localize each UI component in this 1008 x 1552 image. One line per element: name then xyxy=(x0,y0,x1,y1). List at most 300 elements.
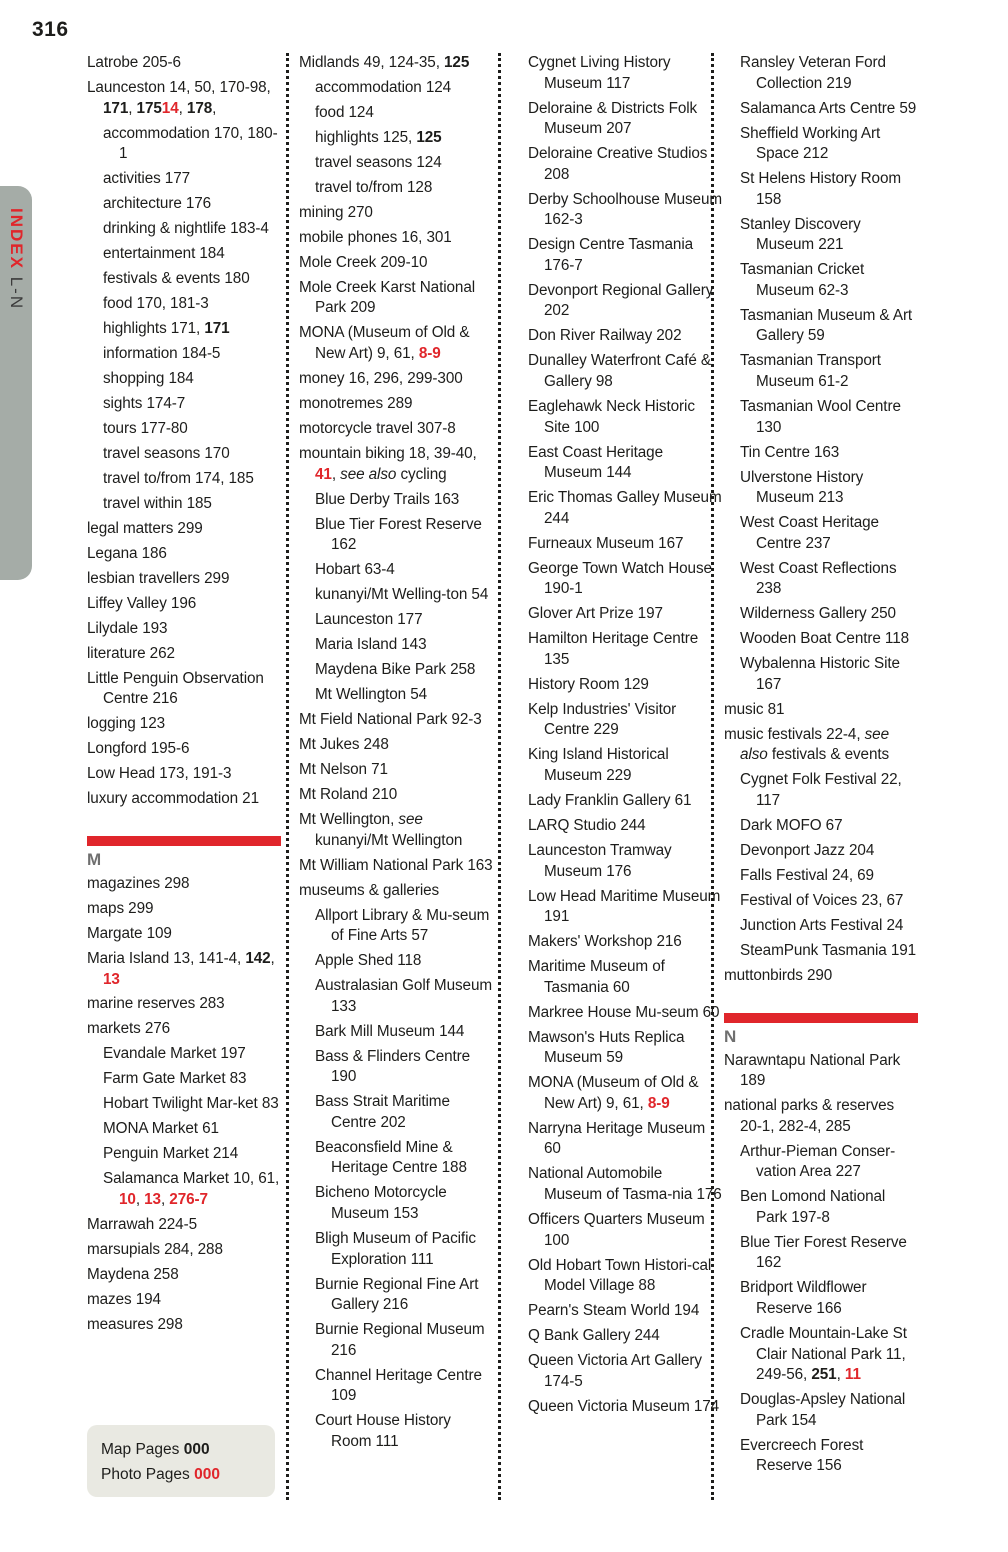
entry-text: Maria Island 13, 141-4, xyxy=(87,949,246,967)
index-subentry xyxy=(724,1142,918,1183)
entry-text: highlights 171, xyxy=(103,320,205,338)
index-entry xyxy=(724,966,918,987)
index-entry xyxy=(528,53,722,94)
index-subentry xyxy=(299,515,493,556)
index-subentry xyxy=(299,660,493,681)
entry-text: , xyxy=(178,99,187,117)
index-entry xyxy=(299,323,493,364)
entry-text: Ransley Veteran Ford Collection 219 xyxy=(740,54,886,92)
index-entry xyxy=(299,419,493,440)
entry-text: Wybalenna Historic Site 167 xyxy=(740,655,900,693)
index-subentry xyxy=(299,153,493,174)
index-entry xyxy=(87,1315,281,1336)
entry-text: Maria Island 143 xyxy=(315,636,427,654)
index-subentry xyxy=(87,319,281,340)
entry-text: Mt Field National Park 92-3 xyxy=(299,711,482,729)
entry-text: Q Bank Gallery 244 xyxy=(528,1327,660,1345)
see-also-text: see also xyxy=(740,725,889,764)
entry-text: Wooden Boat Centre 118 xyxy=(740,630,910,648)
entry-text: Mole Creek 209-10 xyxy=(299,253,428,271)
entry-text: Officers Quarters Museum 100 xyxy=(528,1211,705,1249)
index-entry xyxy=(299,394,493,415)
entry-text: Eaglehawk Neck Historic Site 100 xyxy=(528,398,695,436)
index-subentry xyxy=(299,178,493,199)
map-page-ref: 171 xyxy=(103,99,129,117)
entry-text: Burnie Regional Fine Art Gallery 216 xyxy=(315,1275,479,1314)
index-entry xyxy=(299,710,493,731)
photo-page-ref: 13 xyxy=(144,1190,161,1208)
index-subentry xyxy=(724,1324,918,1386)
index-entry xyxy=(87,739,281,760)
entry-text: National Automobile Museum of Tasma-nia 176 xyxy=(528,1165,722,1204)
entry-text: , xyxy=(836,1366,845,1384)
entry-text: Derby Schoolhouse Museum 162-3 xyxy=(528,190,723,229)
index-entry xyxy=(724,1096,918,1137)
entry-text: Narryna Heritage Museum 60 xyxy=(528,1119,706,1158)
entry-text: Tasmanian Wool Centre 130 xyxy=(740,398,901,436)
index-subentry xyxy=(724,260,918,301)
index-entry xyxy=(87,1215,281,1236)
index-entry xyxy=(528,791,722,812)
entry-text: MONA Market 61 xyxy=(103,1120,219,1138)
entry-text: Mt Nelson 71 xyxy=(299,760,388,778)
index-entry xyxy=(87,569,281,590)
map-page-ref: 175 xyxy=(136,99,162,117)
entry-text: West Coast Reflections 238 xyxy=(740,559,897,598)
map-page-ref: 251 xyxy=(811,1366,837,1384)
entry-text: Bligh Museum of Pacific Exploration 111 xyxy=(315,1229,476,1268)
index-subentry xyxy=(87,269,281,290)
map-page-ref: 125 xyxy=(444,54,470,71)
map-page-ref: 142 xyxy=(245,949,271,967)
entry-text: measures 298 xyxy=(87,1315,183,1333)
entry-text: activities 177 xyxy=(103,170,191,188)
entry-text: Junction Arts Festival 24 xyxy=(740,916,904,934)
entry-text: entertainment 184 xyxy=(103,245,225,263)
index-subentry xyxy=(724,629,918,650)
entry-text: Mt Roland 210 xyxy=(299,785,398,803)
entry-text: Mt Wellington, xyxy=(299,810,399,828)
index-entry xyxy=(528,841,722,882)
entry-text: Sheffield Working Art Space 212 xyxy=(740,124,881,163)
index-subentry xyxy=(299,1022,493,1043)
entry-text: Mole Creek Karst National Park 209 xyxy=(299,278,476,317)
index-subentry xyxy=(724,654,918,695)
index-entry xyxy=(528,235,722,276)
entry-text: mountain biking 18, 39-40, xyxy=(299,444,477,462)
entry-text: Blue Tier Forest Reserve 162 xyxy=(315,515,482,554)
index-entry xyxy=(528,932,722,953)
entry-text: Old Hobart Town Histori-cal Model Village 88 xyxy=(528,1256,712,1295)
photo-pages-value: 000 xyxy=(194,1466,220,1483)
index-subentry xyxy=(724,1233,918,1274)
entry-text: East Coast Heritage Museum 144 xyxy=(528,443,663,482)
index-entry xyxy=(87,594,281,615)
index-subentry xyxy=(87,124,281,165)
index-subentry xyxy=(724,124,918,165)
entry-text: Wilderness Gallery 250 xyxy=(740,605,896,623)
entry-text: Cygnet Living History Museum 117 xyxy=(528,54,671,92)
entry-text: Low Head 173, 191-3 xyxy=(87,765,232,783)
index-entry xyxy=(87,994,281,1015)
entry-text: Devonport Regional Gallery 202 xyxy=(528,281,714,320)
entry-text: travel seasons 170 xyxy=(103,444,230,462)
entry-text: Bridport Wildflower Reserve 166 xyxy=(740,1279,867,1317)
side-tab-title: INDEX xyxy=(7,208,26,270)
entry-text: Longford 195-6 xyxy=(87,740,190,758)
entry-text: maps 299 xyxy=(87,899,154,917)
entry-text: Burnie Regional Museum 216 xyxy=(315,1321,485,1359)
entry-text: Hobart 63-4 xyxy=(315,561,395,579)
entry-text: Stanley Discovery Museum 221 xyxy=(740,215,861,254)
entry-text: MONA (Museum of Old & New Art) 9, 61, xyxy=(299,324,470,363)
index-entry xyxy=(528,1164,722,1205)
entry-text: Little Penguin Observation Centre 216 xyxy=(87,669,264,708)
index-subentry xyxy=(724,866,918,887)
photo-page-ref: 14 xyxy=(161,99,179,117)
entry-text: , xyxy=(135,1190,145,1208)
index-entry xyxy=(724,725,918,766)
index-subentry xyxy=(299,560,493,581)
index-entry xyxy=(299,735,493,756)
index-entry xyxy=(299,810,493,851)
index-subentry xyxy=(87,1069,281,1090)
entry-text: magazines 298 xyxy=(87,874,190,892)
index-subentry xyxy=(724,816,918,837)
index-subentry xyxy=(299,1275,493,1316)
index-subentry xyxy=(299,1366,493,1407)
index-subentry xyxy=(724,1436,918,1477)
entry-text: , xyxy=(270,949,275,967)
photo-pages-label: Photo Pages xyxy=(101,1466,190,1483)
entry-text: shopping 184 xyxy=(103,370,194,388)
index-subentry xyxy=(299,1047,493,1088)
entry-text: Tasmanian Transport Museum 61-2 xyxy=(740,352,881,391)
index-entry xyxy=(528,351,722,392)
index-subentry xyxy=(87,294,281,315)
map-page-ref: 171 xyxy=(204,320,230,338)
entry-text: lesbian travellers 299 xyxy=(87,569,230,587)
photo-page-ref: 13 xyxy=(103,970,120,988)
index-subentry xyxy=(299,685,493,706)
entry-text: Hobart Twilight Mar-ket 83 xyxy=(103,1095,279,1113)
index-subentry xyxy=(724,215,918,256)
entry-text: Legana 186 xyxy=(87,544,167,562)
entry-text: Queen Victoria Museum 174 xyxy=(528,1397,720,1415)
entry-text: literature 262 xyxy=(87,644,175,662)
entry-text: Mawson's Huts Replica Museum 59 xyxy=(528,1028,685,1067)
index-entry xyxy=(724,1051,918,1092)
photo-pages-legend xyxy=(101,1462,275,1487)
index-entry xyxy=(724,700,918,721)
entry-text: Low Head Maritime Museum 191 xyxy=(528,887,721,926)
entry-text: Tasmanian Museum & Art Gallery 59 xyxy=(740,306,913,345)
entry-text: Margate 109 xyxy=(87,924,172,942)
index-entry xyxy=(528,1301,722,1322)
entry-text: Cygnet Folk Festival 22, 117 xyxy=(740,771,902,810)
entry-text: Queen Victoria Art Gallery 174-5 xyxy=(528,1352,702,1390)
index-entry xyxy=(528,99,722,140)
entry-text: MONA (Museum of Old & New Art) 9, 61, xyxy=(528,1074,699,1112)
entry-text: Mt Jukes 248 xyxy=(299,736,389,753)
entry-text: mobile phones 16, 301 xyxy=(299,228,452,246)
index-entry xyxy=(528,281,722,322)
index-subentry xyxy=(299,585,493,606)
map-page-ref: 178 xyxy=(186,99,213,117)
index-entry xyxy=(87,78,281,119)
entry-text: Kelp Industries' Visitor Centre 229 xyxy=(528,700,677,739)
index-entry xyxy=(87,1290,281,1311)
entry-text: Cradle Mountain-Lake St Clair National Park 11, 249-56, xyxy=(740,1324,907,1384)
index-entry xyxy=(528,1119,722,1160)
entry-text: Furneaux Museum 167 xyxy=(528,534,684,552)
index-subentry xyxy=(299,1092,493,1133)
index-entry xyxy=(528,887,722,928)
entry-text: Lady Franklin Gallery 61 xyxy=(528,792,692,810)
index-subentry xyxy=(299,128,493,149)
index-subentry xyxy=(724,559,918,600)
entry-text: food 124 xyxy=(315,103,374,121)
entry-text: Launceston 177 xyxy=(315,611,423,629)
index-subentry xyxy=(724,53,918,94)
index-entry xyxy=(528,700,722,741)
index-subentry xyxy=(724,1390,918,1431)
entry-text: King Island Historical Museum 229 xyxy=(528,746,669,785)
entry-text: Devonport Jazz 204 xyxy=(740,842,875,859)
index-entry xyxy=(87,1240,281,1261)
index-subentry xyxy=(299,78,493,99)
entry-text: food 170, 181-3 xyxy=(103,295,209,313)
entry-text: Salamanca Market 10, 61, xyxy=(103,1170,280,1188)
entry-text: information 184-5 xyxy=(103,345,221,363)
index-subentry xyxy=(724,841,918,862)
entry-text: travel seasons 124 xyxy=(315,153,442,171)
index-subentry xyxy=(299,635,493,656)
entry-text: Evandale Market 197 xyxy=(103,1045,246,1063)
entry-text: tours 177-80 xyxy=(103,419,188,437)
index-subentry xyxy=(724,351,918,392)
entry-text: Launceston 14, 50, 170-98, xyxy=(87,78,271,96)
index-entry xyxy=(87,544,281,565)
entry-text: kunanyi/Mt Wellington xyxy=(315,831,463,849)
index-subentry xyxy=(724,891,918,912)
entry-text: LARQ Studio 244 xyxy=(528,817,646,835)
index-entry xyxy=(299,856,493,877)
section-divider-bar xyxy=(724,1013,918,1023)
entry-text: travel to/from 128 xyxy=(315,178,433,196)
entry-text: marsupials 284, 288 xyxy=(87,1240,223,1258)
entry-text: Douglas-Apsley National Park 154 xyxy=(740,1391,906,1429)
section-letter: M xyxy=(87,849,102,869)
entry-text: Salamanca Arts Centre 59 xyxy=(740,99,917,117)
entry-text: marine reserves 283 xyxy=(87,995,225,1013)
index-entry xyxy=(528,816,722,837)
index-entry xyxy=(299,369,493,390)
entry-text: sights 174-7 xyxy=(103,395,186,412)
index-entry xyxy=(528,675,722,696)
entry-text: Maydena 258 xyxy=(87,1265,179,1283)
entry-text: Australasian Golf Museum 133 xyxy=(315,977,492,1015)
index-entry xyxy=(87,53,281,74)
entry-text: Launceston Tramway Museum 176 xyxy=(528,842,672,880)
entry-text: Bicheno Motorcycle Museum 153 xyxy=(315,1184,447,1222)
index-subentry xyxy=(87,1144,281,1165)
index-subentry xyxy=(87,244,281,265)
entry-text: motorcycle travel 307-8 xyxy=(299,419,456,437)
entry-text: Bark Mill Museum 144 xyxy=(315,1022,465,1040)
entry-text: markets 276 xyxy=(87,1020,171,1038)
index-entry xyxy=(528,397,722,438)
entry-text: music 81 xyxy=(724,700,785,718)
entry-text: Pearn's Steam World 194 xyxy=(528,1302,700,1320)
entry-text: architecture 176 xyxy=(103,195,212,213)
index-subentry xyxy=(87,1169,281,1210)
entry-text: Marrawah 224-5 xyxy=(87,1215,197,1233)
index-entry xyxy=(528,1210,722,1251)
page-legend-box xyxy=(87,1425,275,1497)
index-entry xyxy=(87,789,281,810)
entry-text: accommodation 170, 180-1 xyxy=(103,124,278,163)
entry-text: Falls Festival 24, 69 xyxy=(740,866,874,884)
index-entry xyxy=(299,278,493,319)
entry-text: George Town Watch House 190-1 xyxy=(528,559,712,598)
photo-page-ref: 10 xyxy=(119,1190,136,1208)
column-divider xyxy=(711,53,714,1500)
entry-text: Arthur-Pieman Conser-vation Area 227 xyxy=(740,1142,896,1181)
entry-text: , xyxy=(331,465,341,483)
index-entry xyxy=(528,957,722,998)
index-subentry xyxy=(87,169,281,190)
index-subentry xyxy=(724,604,918,625)
entry-text: Glover Art Prize 197 xyxy=(528,605,663,623)
index-entry xyxy=(87,1019,281,1040)
index-entry xyxy=(87,1265,281,1286)
index-entry xyxy=(87,619,281,640)
index-entry xyxy=(87,924,281,945)
entry-text: SteamPunk Tasmania 191 xyxy=(740,941,917,959)
photo-page-ref: 8-9 xyxy=(418,345,441,363)
index-entry xyxy=(87,899,281,920)
entry-text: monotremes 289 xyxy=(299,395,413,412)
entry-text: Dunalley Waterfront Café & Gallery 98 xyxy=(528,352,712,391)
map-pages-label: Map Pages xyxy=(101,1441,180,1458)
entry-text: Maydena Bike Park 258 xyxy=(315,661,476,679)
section-divider-bar xyxy=(87,836,281,846)
photo-page-ref: 8-9 xyxy=(647,1094,670,1112)
see-also-text: see xyxy=(398,810,423,828)
map-pages-value: 000 xyxy=(183,1441,210,1458)
index-subentry xyxy=(724,1187,918,1228)
index-entry xyxy=(528,559,722,600)
entry-text: luxury accommodation 21 xyxy=(87,790,260,808)
entry-text: Evercreech Forest Reserve 156 xyxy=(740,1436,864,1475)
index-subentry xyxy=(299,103,493,124)
entry-text: accommodation 124 xyxy=(315,78,452,96)
entry-text: History Room 129 xyxy=(528,675,649,693)
entry-text: Festival of Voices 23, 67 xyxy=(740,891,904,909)
entry-text: legal matters 299 xyxy=(87,519,203,537)
entry-text: mining 270 xyxy=(299,203,373,221)
index-subentry xyxy=(724,443,918,464)
entry-text: St Helens History Room 158 xyxy=(740,170,902,208)
entry-text: Don River Railway 202 xyxy=(528,327,682,345)
entry-text: Mt Wellington 54 xyxy=(315,686,428,704)
index-subentry xyxy=(724,306,918,347)
entry-text: Blue Derby Trails 163 xyxy=(315,490,460,508)
index-entry xyxy=(299,444,493,485)
index-entry xyxy=(87,519,281,540)
entry-text: Eric Thomas Galley Museum 244 xyxy=(528,489,722,527)
index-entry xyxy=(528,629,722,670)
entry-text: , xyxy=(128,99,137,117)
entry-text: travel within 185 xyxy=(103,494,212,512)
side-tab-label xyxy=(6,208,26,310)
index-entry xyxy=(528,1326,722,1347)
entry-text: Channel Heritage Centre 109 xyxy=(315,1366,482,1405)
side-tab-range: L-N xyxy=(7,276,26,311)
entry-text: museums & galleries xyxy=(299,881,440,899)
entry-text: Makers' Workshop 216 xyxy=(528,933,682,951)
index-subentry xyxy=(724,397,918,438)
map-page-ref: 125 xyxy=(416,128,442,146)
see-also-text: see also xyxy=(340,465,397,483)
entry-text: mazes 194 xyxy=(87,1290,161,1308)
index-entry xyxy=(87,669,281,710)
entry-text: cycling xyxy=(396,465,447,483)
index-subentry xyxy=(87,369,281,390)
entry-text: highlights 125, xyxy=(315,128,417,146)
index-entry xyxy=(299,785,493,806)
photo-page-ref: 41 xyxy=(315,465,332,483)
index-subentry xyxy=(87,419,281,440)
entry-text: drinking & nightlife 183-4 xyxy=(103,220,269,238)
entry-text: Deloraine Creative Studios 208 xyxy=(528,145,708,183)
entry-text: travel to/from 174, 185 xyxy=(103,469,254,487)
index-subentry xyxy=(724,941,918,962)
index-entry xyxy=(528,604,722,625)
index-subentry xyxy=(87,1044,281,1065)
column-divider xyxy=(286,53,289,1500)
entry-text: West Coast Heritage Centre 237 xyxy=(740,514,879,552)
entry-text: Hamilton Heritage Centre 135 xyxy=(528,630,699,668)
entry-text: muttonbirds 290 xyxy=(724,966,833,984)
index-subentry xyxy=(724,916,918,937)
index-entry xyxy=(528,326,722,347)
index-entry xyxy=(528,1397,722,1418)
entry-text: kunanyi/Mt Welling-ton 54 xyxy=(315,586,489,604)
entry-text: , xyxy=(160,1190,170,1208)
entry-text: Bass & Flinders Centre 190 xyxy=(315,1047,471,1086)
entry-text: Court House History Room 111 xyxy=(315,1412,451,1450)
index-subentry xyxy=(299,906,493,947)
column-divider xyxy=(498,53,501,1500)
entry-text: Midlands 49, 124-35, xyxy=(299,54,445,71)
index-subentry xyxy=(299,1183,493,1224)
index-entry xyxy=(299,228,493,249)
index-subentry xyxy=(87,219,281,240)
index-entry xyxy=(87,714,281,735)
index-subentry xyxy=(87,494,281,515)
entry-text: Latrobe 205-6 xyxy=(87,54,181,71)
index-subentry xyxy=(724,770,918,811)
index-subentry xyxy=(87,1094,281,1115)
index-entry xyxy=(528,144,722,185)
entry-text: Tasmanian Cricket Museum 62-3 xyxy=(740,261,865,299)
index-entry xyxy=(528,1073,722,1114)
entry-text: Apple Shed 118 xyxy=(315,952,422,970)
index-column-3 xyxy=(528,53,722,1422)
index-entry xyxy=(528,1351,722,1392)
